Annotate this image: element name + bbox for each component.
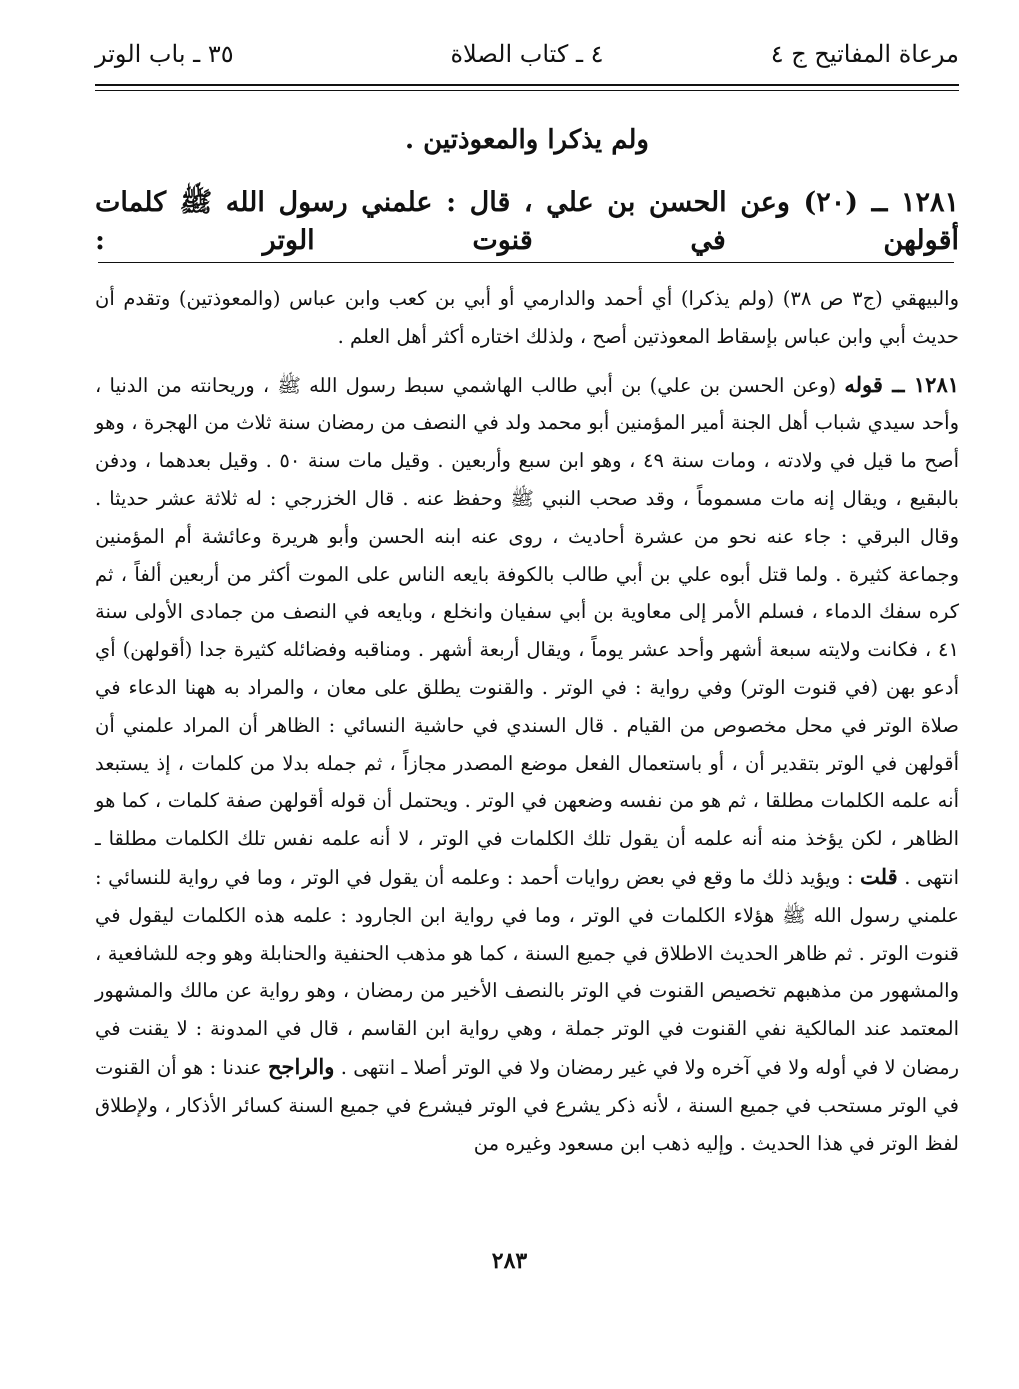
header-chapter: ٤ ـ كتاب الصلاة: [450, 40, 604, 68]
line-note: ولم يذكرا والمعوذتين .: [405, 125, 649, 155]
main-text: [95, 125, 959, 256]
commentary-paragraph-2: [95, 366, 959, 1163]
page-number: ٢٨٣: [491, 1248, 528, 1274]
qult-label: قلت: [860, 863, 898, 889]
commentary-lead: ١٢٨١ ــ قوله: [844, 371, 960, 397]
running-header: [95, 40, 959, 80]
commentary-text-c: عندنا : هو أن القنوت في الوتر مستحب في جميع السنة ، لأنه ذكر يشرع في الوتر فيشرع في جميع السنة كسائر الأذكار ، ولإطلاق لفظ الوتر في هذا الحديث . وإليه ذهب ابن مسعود وغيره من: [95, 1055, 959, 1155]
commentary: [95, 280, 959, 1162]
commentary-paragraph-1: والبيهقي (ج٣ ص ٣٨) (ولم يذكرا) أي أحمد والدارمي أو أبي بن كعب وابن عباس (والمعوذتين) وتقدم أن حديث أبي وابن عباس بإسقاط المعوذتين أصح ، ولذلك اختاره أكثر أهل العلم .: [95, 287, 959, 348]
rajih-label: والراجح: [268, 1053, 335, 1079]
header-rule-thin: [95, 90, 959, 91]
commentary-text-b: : ويؤيد ذلك ما وقع في بعض روايات أحمد : وعلمه أن يقول في الوتر ، وما في رواية للنسائي : علمني رسول الله ﷺ هؤلاء الكلمات في الوتر ، وما في رواية ابن الجارود : علمه هذه الكلمات ليقول في قنوت الوتر . ثم ظاهر الحديث الاطلاق في جميع السنة ، كما هو مذهب الحنفية والحنابلة وهو وجه للشافعية ، والمشهور من مذهبهم تخصيص القنوت في الوتر بالنصف الأخير من رمضان ، وهو رواية عن مالك والمشهور المعتمد عند المالكية نفي القنوت في الوتر جملة ، وهي رواية ابن القاسم ، قال في المدونة : لا يقنت في رمضان لا في أوله ولا في آخره ولا في غير رمضان ولا في الوتر أصلا ـ انتهى .: [95, 865, 960, 1079]
commentary-text-a: (وعن الحسن بن علي) بن أبي طالب الهاشمي سبط رسول الله ﷺ ، وريحانته من الدنيا ، وأحد سيدي شباب أهل الجنة أمير المؤمنين أبو محمد ولد في النصف من رمضان سنة ثلاث من الهجرة ، وهو أصح ما قيل في ولادته ، ومات سنة ٤٩ ، وهو ابن سبع وأربعين . وقيل مات سنة ٥٠ . وقيل بعدهما ، ودفن بالبقيع ، ويقال إنه مات مسموماً ، وقد صحب النبي ﷺ وحفظ عنه . قال الخزرجي : له ثلاثة عشر حديثا . وقال البرقي : جاء عنه نحو من عشرة أحاديث ، روى عنه ابنه الحسن وأبو هريرة وعائشة أم المؤمنين وجماعة كثيرة . ولما قتل أبوه علي بن أبي طالب بالكوفة بايعه الناس على الموت أكثر من أربعين ألفاً ، ثم كره سفك الدماء ، فسلم الأمر إلى معاوية بن أبي سفيان وانخلع ، وبايعه في النصف من جمادى الأولى سنة ٤١ ، فكانت ولايته سبعة أشهر وأحد عشر يوماً ، ويقال أربعة أشهر . ومناقبه وفضائله كثيرة جدا (أقولهن) أي أدعو بهن (في قنوت الوتر) وفي رواية : في الوتر . والقنوت يطلق على معان ، والمراد به ههنا الدعاء في صلاة الوتر في محل مخصوص من القيام . قال السندي في حاشية النسائي : الظاهر أن المراد علمني أن أقولهن في الوتر بتقدير أن ، أو باستعمال الفعل موضع المصدر مجازاً ، ثم جمله بدلا من كلمات ، إذ يستبعد أنه علمه الكلمات مطلقا ، ثم هو من نفسه وضعهن في الوتر . ويحتمل أن قوله أقولهن صفة كلمات ، كما هو الظاهر ، لكن يؤخذ منه أنه علمه أن يقول تلك الكلمات في الوتر ، لا أنه علمه نفس تلك الكلمات مطلقا ـ انتهى .: [95, 373, 959, 889]
header-book-volume: مرعاة المفاتيح ج ٤: [770, 40, 959, 68]
header-rule-thick: [95, 84, 959, 86]
hadith-text: ١٢٨١ ــ (٢٠) وعن الحسن بن علي ، قال : علمني رسول الله ﷺ كلمات أقولهن في قنوت الوتر :: [95, 187, 959, 256]
header-section: ٣٥ ـ باب الوتر: [95, 40, 234, 68]
commentary-rule: [98, 262, 954, 263]
